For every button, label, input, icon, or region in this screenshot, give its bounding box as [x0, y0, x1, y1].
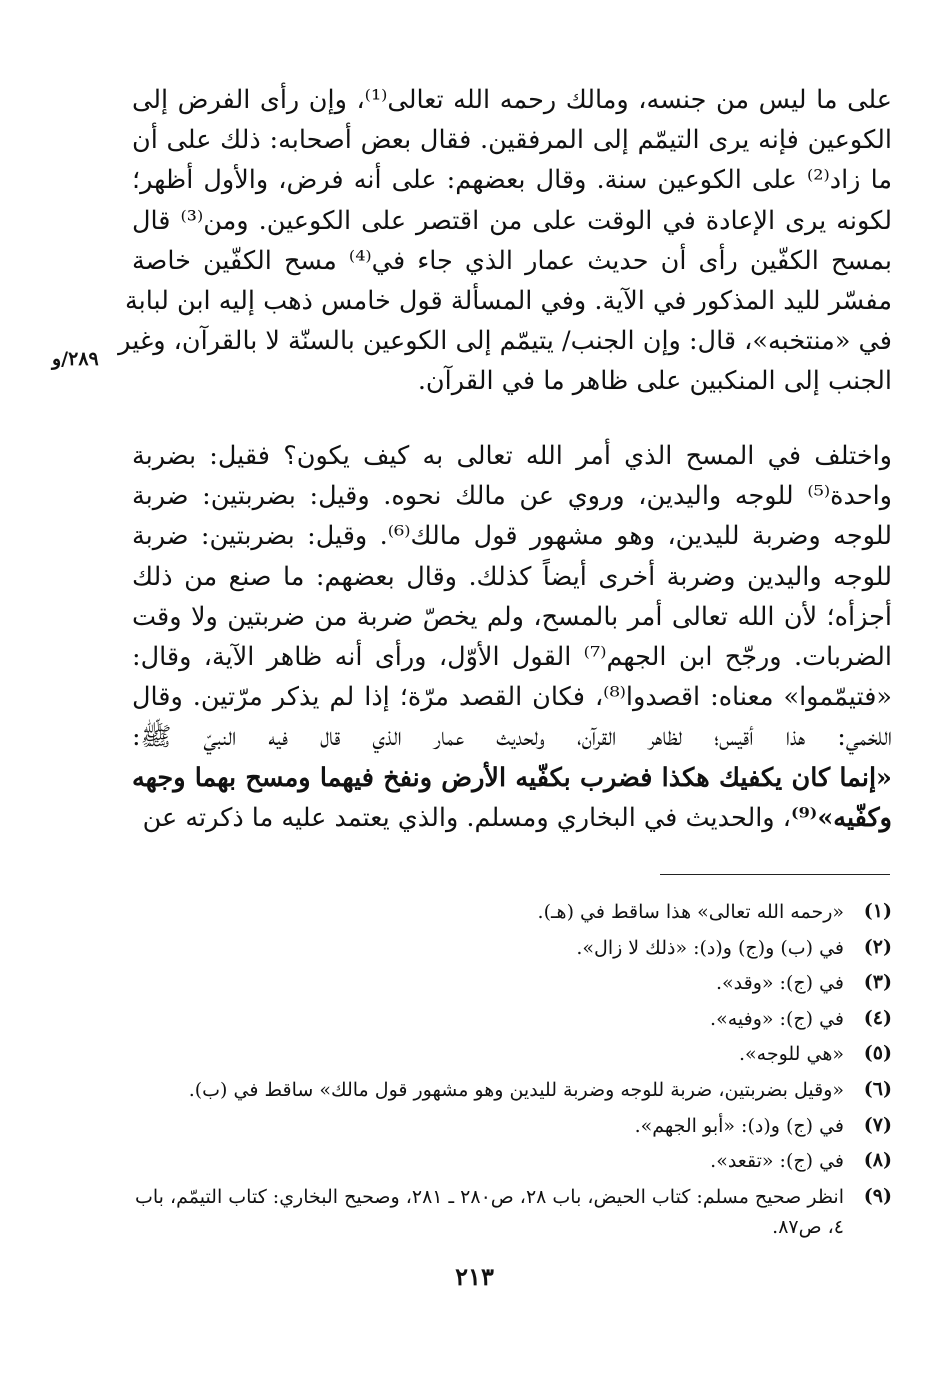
footnote-number: (٨): [863, 1149, 892, 1172]
footnote-number: (٧): [863, 1113, 892, 1136]
footnote-number: (١): [863, 900, 892, 922]
text-line: «فتيمّموا» معناه: اقصدوا⁽⁸⁾، فكان القصد مرّة؛ إذا لم يذكر مرّتين. وقال: [132, 682, 892, 713]
footnote: [132, 1001, 892, 1037]
text-line: واختلف في المسح الذي أمر الله تعالى به كيف يكون؟ فقيل: بضربة: [132, 441, 892, 471]
footnote: [132, 1179, 892, 1242]
footnote-text: «هي للوجه».: [738, 1043, 844, 1066]
text-line: واحدة⁽⁵⁾ للوجه واليدين، وروي عن مالك نحوه. وقيل: بضربتين: ضربة: [132, 481, 892, 512]
text-line: الكوعين فإنه يرى التيمّم إلى المرفقين. فقال بعض أصحابه: ذلك على أن: [132, 125, 892, 156]
text-line: الضربات. ورجّح ابن الجهم⁽⁷⁾ القول الأوّل، ورأى أنه ظاهر الآية، وقال:: [132, 642, 892, 673]
footnote-number: (٥): [863, 1042, 892, 1065]
footnote: [132, 894, 892, 930]
footnote-number: (٢): [863, 935, 892, 958]
footnote-text: في (ج): «تقعد».: [710, 1150, 844, 1173]
footnote: [132, 1072, 892, 1108]
footnote-number: (٦): [863, 1077, 892, 1100]
footnote-number: (٤): [863, 1006, 892, 1029]
hadith-quote-end: وكفّيه»⁽⁹⁾: [790, 802, 892, 833]
footnote: [132, 1108, 892, 1144]
text-line: أجزأه؛ لأن الله تعالى أمر بالمسح، ولم يخصّ ضربة من ضربتين ولا وقت: [132, 601, 892, 632]
text-line: بمسح الكفّين رأى أن حديث عمار الذي جاء في⁽⁴⁾ مسح الكفّين خاصة: [132, 245, 892, 276]
text-line: على ما ليس من جنسه، ومالك رحمه الله تعالى⁽¹⁾، وإن رأى الفرض إلى: [132, 85, 892, 115]
text-line: مفسّر لليد المذكور في الآية. وفي المسألة قول خامس ذهب إليه ابن لبابة: [124, 286, 892, 317]
footnote-text: «وقيل بضربتين، ضربة للوجه وضربة لليدين وهو مشهور قول مالك» ساقط في (ب).: [188, 1078, 844, 1101]
text-line: اللخمي: هذا أقيس؛ لظاهر القرآن، ولحديث عمار الذي قال فيه النبيّ ﷺ:: [132, 722, 892, 753]
text-line: [132, 798, 892, 838]
manuscript-folio-marker: ٢٨٩/و: [52, 348, 99, 370]
text-line: في «منتخبه»، قال: وإن الجنب/ يتيمّم إلى الكوعين بالسنّة لا بالقرآن، وغير: [118, 326, 892, 357]
text-line: ما زاد⁽²⁾ على الكوعين سنة. وقال بعضهم: على أنه فرض، والأول أظهر؛: [132, 165, 892, 196]
footnote-text: «رحمه الله تعالى» هذا ساقط في (هـ).: [537, 901, 844, 923]
footnote-text: في (ج): «وقد».: [715, 972, 844, 995]
footnote-text: في (ج) و(د): «أبو الجهم».: [634, 1114, 844, 1137]
footnote-number: (٩): [863, 1184, 892, 1207]
footnote-number: (٣): [863, 971, 892, 994]
page-number: ٢١٣: [455, 1262, 494, 1291]
footnote-text: في (ج): «وفيه».: [710, 1007, 844, 1030]
text-line: لكونه يرى الإعادة في الوقت على من اقتصر على الكوعين. ومن⁽³⁾ قال: [132, 205, 892, 236]
footnotes: [132, 894, 892, 1242]
footnote: [132, 1143, 892, 1179]
hadith-quote-line: «إنما كان يكفيك هكذا فضرب بكفّيه الأرض ونفخ فيهما ومسح بهما وجهه: [132, 762, 892, 793]
text-line: للوجه وضربة لليدين، وهو مشهور قول مالك⁽⁶⁾. وقيل: بضربتين: ضربة: [132, 521, 892, 552]
footnote-separator: [660, 874, 890, 875]
footnote: [132, 1036, 892, 1072]
footnote-text: انظر صحيح مسلم: كتاب الحيض، باب ٢٨، ص٢٨٠ ـ ٢٨١، وصحيح البخاري: كتاب التيمّم، باب ٤، ص٨٧.: [134, 1185, 844, 1238]
footnote: [132, 930, 892, 966]
footnote: [132, 965, 892, 1001]
paragraph-2: [132, 436, 892, 838]
text-line: الجنب إلى المنكبين على ظاهر ما في القرآن.: [417, 366, 892, 397]
text-line: للوجه واليدين وضربة أخرى أيضاً كذلك. وقال بعضهم: ما صنع من ذلك: [132, 561, 892, 592]
paragraph-1: [118, 80, 892, 402]
text-line-rest: ، والحديث في البخاري ومسلم. والذي يعتمد عليه ما ذكرته عن: [142, 802, 791, 833]
footnote-text: في (ب) و(ج) و(د): «ذلك لا زال».: [576, 936, 844, 959]
